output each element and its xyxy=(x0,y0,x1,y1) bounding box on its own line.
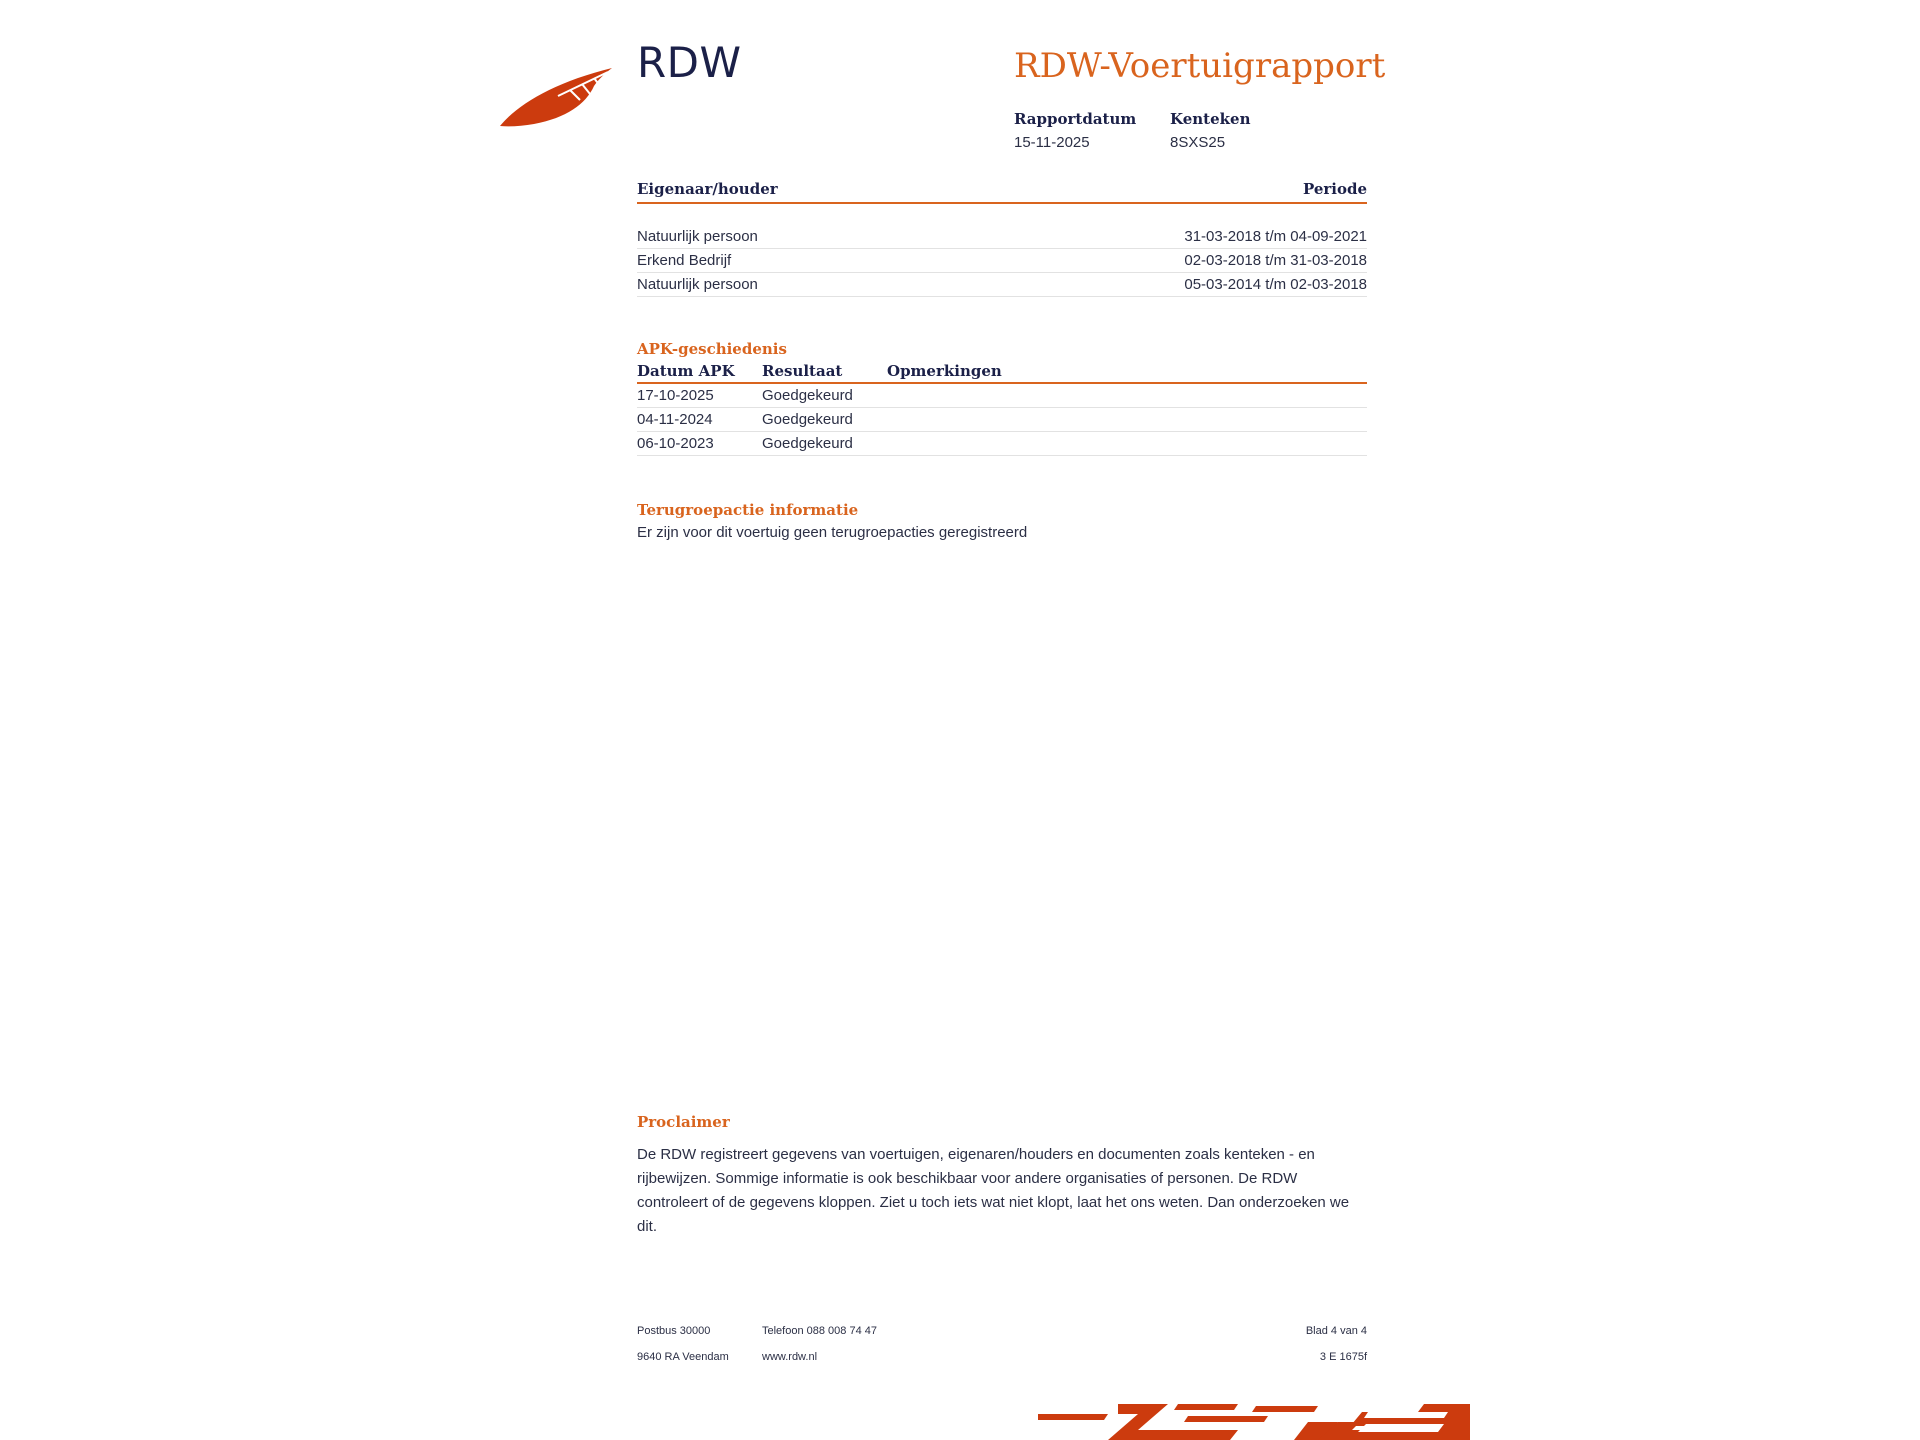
decorative-stripes-icon xyxy=(1038,1400,1470,1440)
apk-col-remarks: Opmerkingen xyxy=(887,362,1002,380)
recall-section xyxy=(637,501,1367,545)
apk-remarks xyxy=(887,384,1367,407)
apk-remarks xyxy=(887,432,1367,455)
apk-result: Goedgekeurd xyxy=(762,411,853,428)
recall-text: Er zijn voor dit voertuig geen terugroepacties geregistreerd xyxy=(637,524,1028,541)
disclaimer-title: Proclaimer xyxy=(637,1113,730,1131)
footer-page-number: Blad 4 van 4 xyxy=(1305,1325,1367,1337)
apk-section xyxy=(637,340,1367,456)
table-row xyxy=(637,384,1367,408)
apk-col-date: Datum APK xyxy=(637,362,735,380)
apk-header xyxy=(637,362,1367,384)
owners-table xyxy=(637,180,1367,297)
footer-code: 3 E 1675f xyxy=(1319,1351,1367,1363)
footer-address-2: 9640 RA Veendam xyxy=(637,1351,729,1363)
disclaimer-text: De RDW registreert gegevens van voertuigen, eigenaren/houders en documenten zoals kenteken - en rijbewijzen. Sommige informatie is ook beschikbaar voor andere organisaties of personen. De RDW controleert of de gegevens kloppen. Ziet u toch iets wat niet klopt, laat het ons weten. Dan onderzoeken we dit. xyxy=(637,1146,1350,1235)
meta-label: Rapportdatum xyxy=(1014,110,1137,128)
table-row xyxy=(637,273,1367,297)
owner-type: Erkend Bedrijf xyxy=(637,252,732,269)
footer-website[interactable]: www.rdw.nl xyxy=(762,1351,818,1363)
owner-period: 02-03-2018 t/m 31-03-2018 xyxy=(1184,252,1367,269)
report-title: RDW-Voertuigrapport xyxy=(1014,46,1386,86)
apk-date: 17-10-2025 xyxy=(637,387,714,404)
apk-result: Goedgekeurd xyxy=(762,435,853,452)
apk-date: 04-11-2024 xyxy=(637,411,713,428)
table-row xyxy=(637,249,1367,273)
owner-period: 31-03-2018 t/m 04-09-2021 xyxy=(1184,228,1367,245)
recall-title: Terugroepactie informatie xyxy=(637,501,859,519)
logo-text: RDW xyxy=(637,38,742,87)
apk-col-result: Resultaat xyxy=(762,362,843,380)
table-row xyxy=(637,432,1367,456)
footer-phone: Telefoon 088 008 74 47 xyxy=(762,1325,877,1337)
footer-address-1: Postbus 30000 xyxy=(637,1325,711,1337)
apk-result: Goedgekeurd xyxy=(762,387,853,404)
footer xyxy=(637,1318,1367,1370)
owner-period: 05-03-2014 t/m 02-03-2018 xyxy=(1184,276,1367,293)
meta-label: Kenteken xyxy=(1170,110,1251,128)
apk-remarks xyxy=(887,408,1367,431)
disclaimer-section xyxy=(637,1113,1367,1239)
owners-col-owner: Eigenaar/houder xyxy=(637,180,778,198)
table-row xyxy=(637,408,1367,432)
meta-value: 8SXS25 xyxy=(1170,134,1226,151)
meta-report-date xyxy=(1014,110,1136,151)
owners-col-period: Periode xyxy=(1302,180,1367,198)
meta-value: 15-11-2025 xyxy=(1014,134,1090,151)
rdw-feather-logo-icon xyxy=(500,64,620,130)
owner-type: Natuurlijk persoon xyxy=(637,276,758,293)
apk-title: APK-geschiedenis xyxy=(637,340,787,358)
owner-type: Natuurlijk persoon xyxy=(637,228,758,245)
table-row xyxy=(637,225,1367,249)
meta-license-plate xyxy=(1170,110,1250,151)
owners-header xyxy=(637,180,1367,204)
apk-date: 06-10-2023 xyxy=(637,435,714,452)
